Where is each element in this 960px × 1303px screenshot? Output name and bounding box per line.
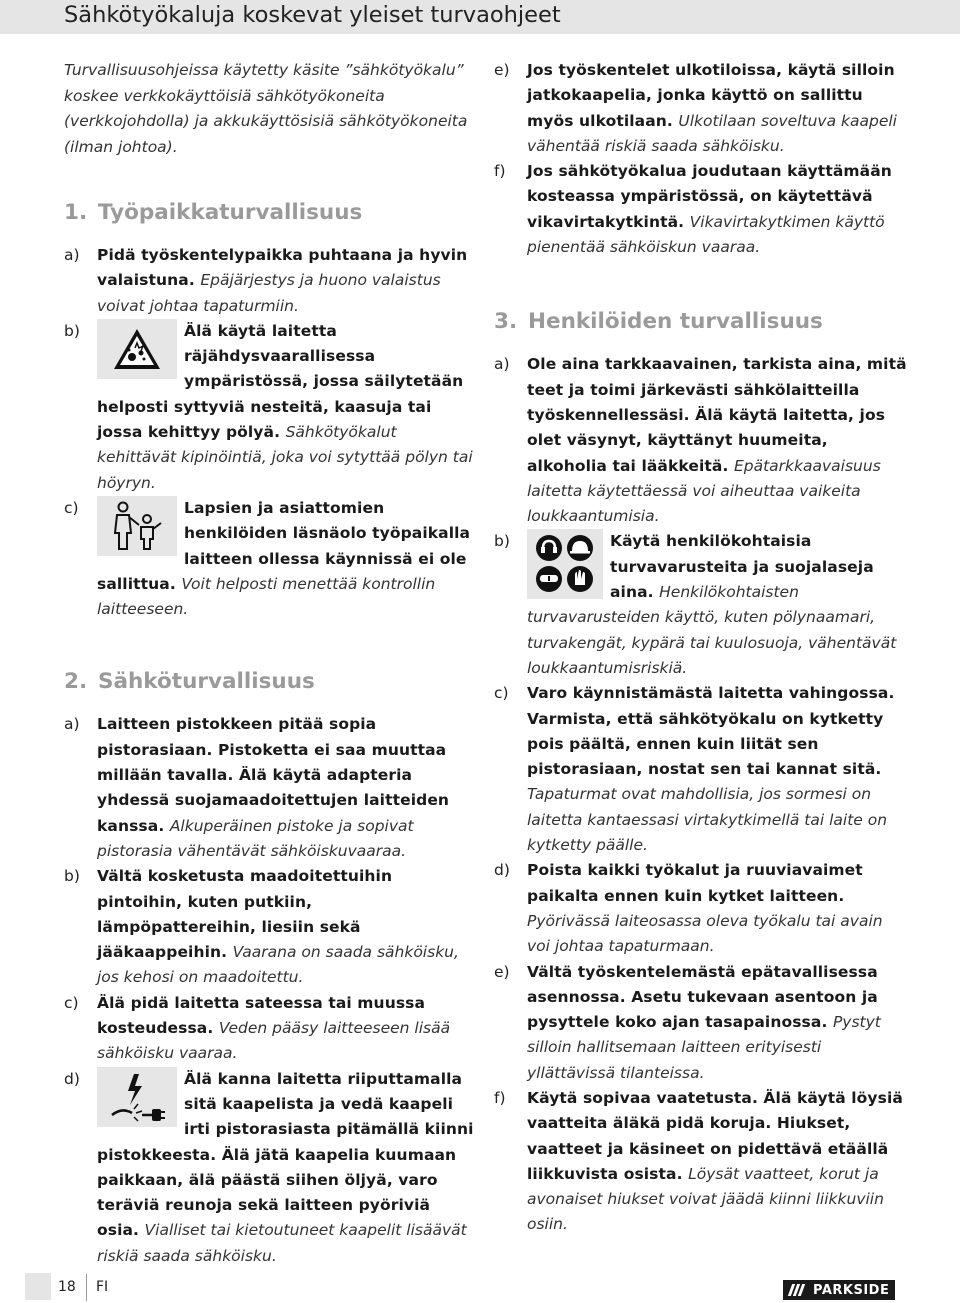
- section-heading-electrical: [64, 662, 474, 700]
- list-item: [494, 681, 910, 858]
- item-letter: f): [494, 1088, 506, 1107]
- item-letter: a): [64, 715, 80, 734]
- list-item: [494, 960, 910, 1086]
- footer-divider: [86, 1274, 87, 1301]
- keep-bystanders-away-icon: [97, 496, 177, 556]
- item-instruction: Poista kaikki työkalut ja ruuviavaimet paikalta ennen kuin kytket laitteen.: [527, 861, 863, 905]
- list-item: [64, 991, 474, 1067]
- item-letter: f): [494, 162, 506, 181]
- item-letter: c): [64, 498, 79, 517]
- section-heading-workplace: [64, 193, 474, 231]
- section-title: Työpaikkaturvallisuus: [98, 199, 363, 225]
- left-column: [64, 58, 474, 1269]
- brand-stripes-icon: [783, 1280, 809, 1300]
- item-explanation: Vikavirtakytkimen käyttö pienentää sähköiskun vaaraa.: [527, 212, 885, 257]
- item-explanation: Alkuperäinen pistoke ja sopivat pistorasia vähentävät sähköiskuvaaraa.: [97, 816, 414, 860]
- section-title: Sähköturvallisuus: [98, 668, 315, 694]
- item-letter: b): [64, 867, 80, 886]
- list-item: [494, 1086, 910, 1238]
- list-item: [64, 243, 474, 319]
- protective-equipment-icon: [527, 529, 603, 599]
- item-instruction: Älä kanna laitetta riiputtamalla sitä kaapelista ja vedä kaapeli irti pistorasiasta pitämällä kiinni pistokkeesta. Älä jätä kaapelia kuumaan paikkaan, älä päästä siihen öljyä, varo teräviä reunoja sekä laitteen pyöriviä osia.: [97, 1069, 474, 1240]
- list-item: [494, 159, 910, 260]
- item-letter: d): [494, 861, 510, 880]
- explosion-warning-icon: [97, 319, 177, 379]
- right-column: [494, 58, 910, 1238]
- item-explanation: Epäjärjestys ja huono valaistus voivat johtaa tapaturmiin.: [97, 271, 441, 315]
- item-instruction: Lapsien ja asiattomien henkilöiden läsnäolo työpaikalla laitteen ollessa käynnissä ei ole sallittua.: [97, 498, 471, 593]
- footer-marker: [25, 1273, 51, 1300]
- page-number: 18: [58, 1279, 76, 1295]
- list-item: [494, 58, 910, 159]
- item-letter: e): [494, 962, 510, 981]
- item-letter: c): [64, 993, 79, 1012]
- item-explanation: Epätarkkaavaisuus laitetta käytettäessä voi aiheuttaa vaikeita loukkaantumisia.: [527, 456, 881, 526]
- item-letter: d): [64, 1069, 80, 1088]
- list-item: [494, 352, 910, 529]
- list-item: [64, 319, 474, 496]
- item-explanation: Vialliset tai kietoutuneet kaapelit lisäävät riskiä saada sähköisku.: [97, 1221, 467, 1265]
- item-instruction: Pidä työskentelypaikka puhtaana ja hyvin valaistuna.: [97, 246, 468, 290]
- item-explanation: Pyörivässä laiteosassa oleva työkalu tai avain voi johtaa tapaturmaan.: [527, 911, 883, 956]
- item-letter: c): [494, 684, 509, 703]
- item-explanation: Sähkötyökalut kehittävät kipinöintiä, joka voi sytyttää pölyn tai höyryn.: [97, 423, 473, 492]
- page-title: Sähkötyökaluja koskevat yleiset turvaohjeet: [64, 2, 561, 28]
- item-explanation: Vaarana on saada sähköisku, jos kehosi on maadoitettu.: [97, 943, 459, 987]
- section-title: Henkilöiden turvallisuus: [528, 308, 823, 334]
- item-letter: a): [494, 355, 510, 374]
- item-instruction: Jos sähkötyökalua joudutaan käyttämään kosteassa ympäristössä, on käytettävä vikavirtakytkintä.: [527, 162, 892, 231]
- header-bar: [0, 0, 960, 34]
- item-explanation: Henkilökohtaisten turvavarusteiden käyttö, kuten pölynaamari, turvakengät, kypärä tai kuulosuoja, vähentävät loukkaantumisriskiä.: [527, 583, 897, 677]
- item-letter: e): [494, 61, 510, 79]
- list-item: [64, 496, 474, 622]
- item-explanation: Veden pääsy laitteeseen lisää sähköisku vaaraa.: [97, 1019, 451, 1063]
- item-instruction: Ole aina tarkkaavainen, tarkista aina, mitä teet ja toimi järkevästi sähkölaitteilla työskennellessäsi. Älä käytä laitetta, jos olet väsynyt, käyttänyt huumeita, alkoholia tai lääkkeitä.: [527, 355, 907, 475]
- item-instruction: Vältä kosketusta maadoitettuihin pintoihin, kuten putkiin, lämpöpattereihin, liesiin sekä jääkaappeihin.: [97, 867, 393, 962]
- item-instruction: Älä käytä laitetta räjähdysvaarallisessa ympäristössä, jossa säilytetään helposti syttyviä nesteitä, kaasuja tai jossa kehittyy pölyä.: [97, 321, 464, 442]
- item-instruction: Laitteen pistokkeen pitää sopia pistorasiaan. Pistoketta ei saa muuttaa millään tavalla. Älä käytä adapteria yhdessä suojamaadoitettujen laitteiden kanssa.: [97, 715, 450, 835]
- list-item: [64, 864, 474, 990]
- item-explanation: Ulkotilaan soveltuva kaapeli vähentää riskiä saada sähköisku.: [527, 111, 897, 155]
- item-instruction: Jos työskentelet ulkotiloissa, käytä silloin jatkokaapelia, jonka käyttö on sallittu myös ulkotilaan.: [527, 61, 895, 130]
- section-heading-personal: [494, 302, 910, 340]
- item-instruction: Käytä sopivaa vaatetusta. Älä käytä löysiä vaatteita äläkä pidä koruja. Hiukset, vaatteet ja käsineet on pidettävä etäällä liikkuvista osista.: [527, 1088, 903, 1183]
- item-instruction: Älä pidä laitetta sateessa tai muussa kosteudessa.: [97, 993, 426, 1038]
- language-code: FI: [96, 1279, 109, 1295]
- item-instruction: Käytä henkilökohtaisia turvavarusteita ja suojalaseja aina.: [610, 532, 874, 602]
- item-instruction: Vältä työskentelemästä epätavallisessa asennossa. Asetu tukevaan asentoon ja pysyttele koko ajan tasapainossa.: [527, 962, 878, 1032]
- list-item: [494, 858, 910, 959]
- damaged-cable-shock-icon: [97, 1067, 177, 1127]
- item-explanation: Pystyt silloin hallitsemaan laitteen erityisesti yllättävissä tilanteissa.: [527, 1013, 881, 1082]
- item-explanation: Löysät vaatteet, korut ja avonaiset hiukset voivat jäädä kiinni liikkuviin osiin.: [527, 1164, 884, 1234]
- brand-logo: [783, 1280, 895, 1300]
- item-letter: b): [494, 532, 510, 551]
- item-explanation: Voit helposti menettää kontrollin laitteeseen.: [97, 574, 436, 619]
- list-item: [64, 1067, 474, 1269]
- brand-name: PARKSIDE: [813, 1282, 890, 1298]
- item-letter: b): [64, 321, 80, 340]
- section-number: 3.: [494, 308, 518, 334]
- item-instruction: Varo käynnistämästä laitetta vahingossa. Varmista, että sähkötyökalu on kytketty pois päältä, ennen kuin liität sen pistorasiaan, nostat sen tai kannat sitä.: [527, 684, 895, 779]
- section-number: 2.: [64, 668, 88, 694]
- section-number: 1.: [64, 199, 88, 225]
- list-item: [494, 529, 910, 681]
- item-letter: a): [64, 246, 80, 264]
- list-item: [64, 712, 474, 864]
- item-explanation: Tapaturmat ovat mahdollisia, jos sormesi on laitetta kantaessasi virtakytkimellä tai laite on kytketty päälle.: [527, 785, 888, 855]
- intro-paragraph: Turvallisuusohjeissa käytetty käsite ”sähkötyökalu” koskee verkkokäyttöisiä sähkötyökoneita (verkkojohdolla) ja akkukäyttösisiä sähkötyökoneita (ilman johtoa).: [64, 61, 468, 156]
